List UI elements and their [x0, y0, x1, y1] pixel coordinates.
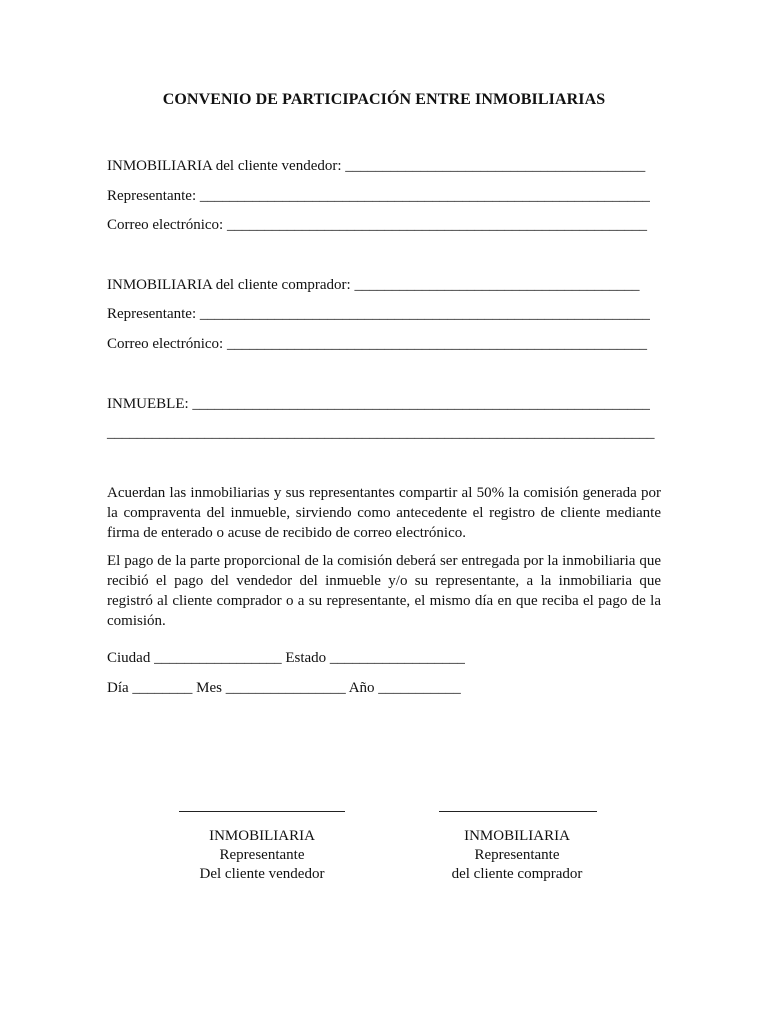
month-field[interactable]: ________________ [225, 680, 346, 696]
year-label: Año [348, 680, 375, 696]
date-row [107, 679, 461, 697]
day-field[interactable]: ________ [132, 680, 193, 696]
state-field[interactable]: __________________ [329, 650, 465, 666]
state-label: Estado [285, 650, 327, 666]
location-row [107, 649, 465, 667]
buyer-signature-role: Representante [474, 847, 560, 863]
buyer-signature-party: del cliente comprador [451, 866, 583, 882]
seller-agency-label: INMOBILIARIA del cliente vendedor: [107, 158, 342, 174]
property-label: INMUEBLE: [107, 396, 189, 412]
property-field[interactable]: _____________________________________________________________ [192, 396, 650, 412]
seller-agency-row [107, 157, 645, 175]
seller-email-label: Correo electrónico: [107, 217, 224, 233]
seller-rep-field[interactable]: ____________________________________________________________ [199, 188, 650, 204]
city-label: Ciudad [107, 650, 151, 666]
seller-agency-field[interactable]: ________________________________________ [345, 158, 646, 174]
buyer-agency-label: INMOBILIARIA del cliente comprador: [107, 277, 351, 293]
seller-signature-party: Del cliente vendedor [199, 866, 325, 882]
seller-email-row [107, 216, 647, 234]
buyer-signature-line[interactable] [439, 811, 597, 812]
buyer-signature-block [417, 827, 617, 884]
property-row [107, 395, 650, 413]
buyer-email-field[interactable]: ________________________________________________________ [226, 336, 647, 352]
buyer-agency-row [107, 276, 639, 294]
seller-signature-agency: INMOBILIARIA [209, 828, 315, 844]
seller-signature-block [162, 827, 362, 884]
day-label: Día [107, 680, 129, 696]
seller-signature-role: Representante [219, 847, 305, 863]
payment-paragraph: El pago de la parte proporcional de la comisión deberá ser entregada por la inmobiliaria que recibió el pago del vendedor del inmueble y/o su representante, a la inmobiliaria que registró al cliente comprador o a su representante, el mismo día en que reciba el pago de la comisión. [107, 553, 661, 629]
buyer-agency-field[interactable]: ______________________________________ [354, 277, 640, 293]
buyer-rep-field[interactable]: ____________________________________________________________ [199, 306, 650, 322]
seller-rep-row [107, 187, 650, 205]
buyer-signature-agency: INMOBILIARIA [464, 828, 570, 844]
month-label: Mes [196, 680, 223, 696]
buyer-rep-row [107, 305, 650, 323]
buyer-email-row [107, 335, 647, 353]
buyer-email-label: Correo electrónico: [107, 336, 224, 352]
seller-email-field[interactable]: ________________________________________________________ [226, 217, 647, 233]
seller-signature-line[interactable] [179, 811, 345, 812]
agreement-paragraph: Acuerdan las inmobiliarias y sus representantes compartir al 50% la comisión generada por la compraventa del inmueble, sirviendo como antecedente el registro de cliente mediante firma de enterado o acuse de recibido de correo electrónico. [107, 485, 661, 541]
city-field[interactable]: _________________ [154, 650, 282, 666]
property-field-continued[interactable]: _________________________________________________________________________ [107, 425, 655, 441]
buyer-rep-label: Representante: [107, 306, 197, 322]
document-title: CONVENIO DE PARTICIPACIÓN ENTRE INMOBILIARIAS [162, 91, 606, 108]
property-row-continued [107, 424, 655, 442]
seller-rep-label: Representante: [107, 188, 197, 204]
year-field[interactable]: ___________ [378, 680, 461, 696]
